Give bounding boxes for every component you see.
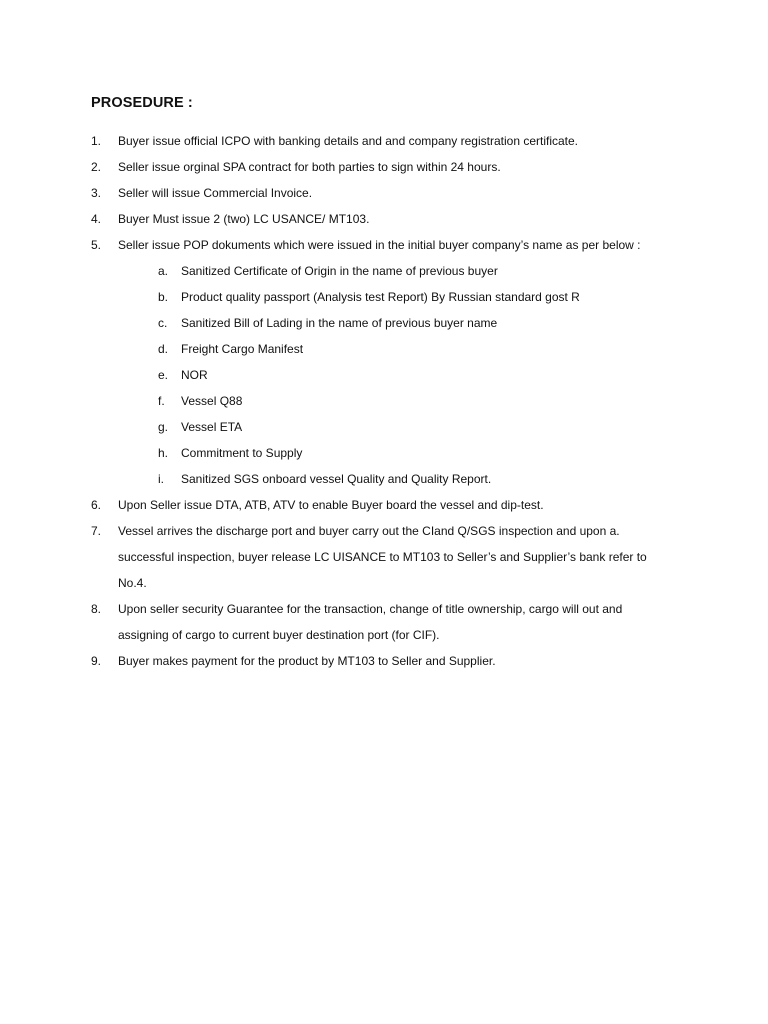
sub-letter: c. [158, 316, 168, 330]
sub-text: NOR [181, 368, 208, 382]
sub-letter: g. [158, 420, 169, 434]
sub-text: Freight Cargo Manifest [181, 342, 304, 356]
list-item-6 [0, 492, 768, 518]
list-text-line: Upon seller security Guarantee for the transaction, change of title ownership, cargo will out and [118, 602, 623, 616]
list-text-line: Upon Seller issue DTA, ATB, ATV to enable Buyer board the vessel and dip-test. [118, 498, 544, 512]
sub-letter: h. [158, 446, 169, 460]
list-text [118, 518, 678, 596]
sub-item-a [0, 258, 768, 284]
sub-item-c [0, 310, 768, 336]
list-text: Buyer Must issue 2 (two) LC USANCE/ MT103. [118, 212, 370, 226]
list-item-4 [0, 206, 768, 232]
procedure-list [0, 128, 768, 674]
list-text: Seller issue orginal SPA contract for both parties to sign within 24 hours. [118, 160, 501, 174]
sub-letter: d. [158, 342, 169, 356]
list-text-line: Vessel arrives the discharge port and buyer carry out the CIand Q/SGS inspection and upon a. [118, 524, 620, 538]
list-text-line: assigning of cargo to current buyer destination port (for CIF). [118, 628, 440, 642]
list-number: 5. [91, 238, 102, 252]
sub-text: Sanitized Certificate of Origin in the name of previous buyer [181, 264, 498, 278]
list-text [118, 596, 678, 648]
list-number: 9. [91, 654, 102, 668]
sub-item-h [0, 440, 768, 466]
sub-item-g [0, 414, 768, 440]
list-item-8 [0, 596, 768, 648]
list-text-line: No.4. [118, 576, 147, 590]
list-text [118, 492, 678, 518]
sub-item-e [0, 362, 768, 388]
list-text: Buyer issue official ICPO with banking details and and company registration certificate. [118, 134, 579, 148]
sub-letter: b. [158, 290, 169, 304]
sub-text: Vessel ETA [181, 420, 243, 434]
list-item-7 [0, 518, 768, 596]
sub-letter: e. [158, 368, 169, 382]
list-item-3 [0, 180, 768, 206]
sub-letter: i. [158, 472, 164, 486]
list-text-line: Buyer makes payment for the product by MT103 to Seller and Supplier. [118, 654, 496, 668]
list-item-9 [0, 648, 768, 674]
list-number: 2. [91, 160, 102, 174]
sub-text: Sanitized SGS onboard vessel Quality and Quality Report. [181, 472, 492, 486]
list-number: 3. [91, 186, 102, 200]
list-number: 4. [91, 212, 102, 226]
list-item-1 [0, 128, 768, 154]
list-text: Seller will issue Commercial Invoice. [118, 186, 313, 200]
sub-letter: a. [158, 264, 169, 278]
list-number: 6. [91, 498, 102, 512]
sub-text: Commitment to Supply [181, 446, 303, 460]
sub-item-f [0, 388, 768, 414]
list-number: 1. [91, 134, 102, 148]
list-text-line: successful inspection, buyer release LC UISANCE to MT103 to Seller’s and Supplier’s bank refer to [118, 550, 647, 564]
list-item-5 [0, 232, 768, 258]
list-number: 8. [91, 602, 102, 616]
sub-text: Vessel Q88 [181, 394, 243, 408]
sub-letter: f. [158, 394, 165, 408]
sub-item-i [0, 466, 768, 492]
sub-text: Product quality passport (Analysis test Report) By Russian standard gost R [181, 290, 580, 304]
list-number: 7. [91, 524, 102, 538]
sub-text: Sanitized Bill of Lading in the name of previous buyer name [181, 316, 498, 330]
list-text [118, 648, 678, 674]
list-text: Seller issue POP dokuments which were issued in the initial buyer company’s name as per below : [118, 238, 641, 252]
sub-item-d [0, 336, 768, 362]
list-item-2 [0, 154, 768, 180]
page-title: PROSEDURE : [91, 95, 193, 111]
sub-item-b [0, 284, 768, 310]
